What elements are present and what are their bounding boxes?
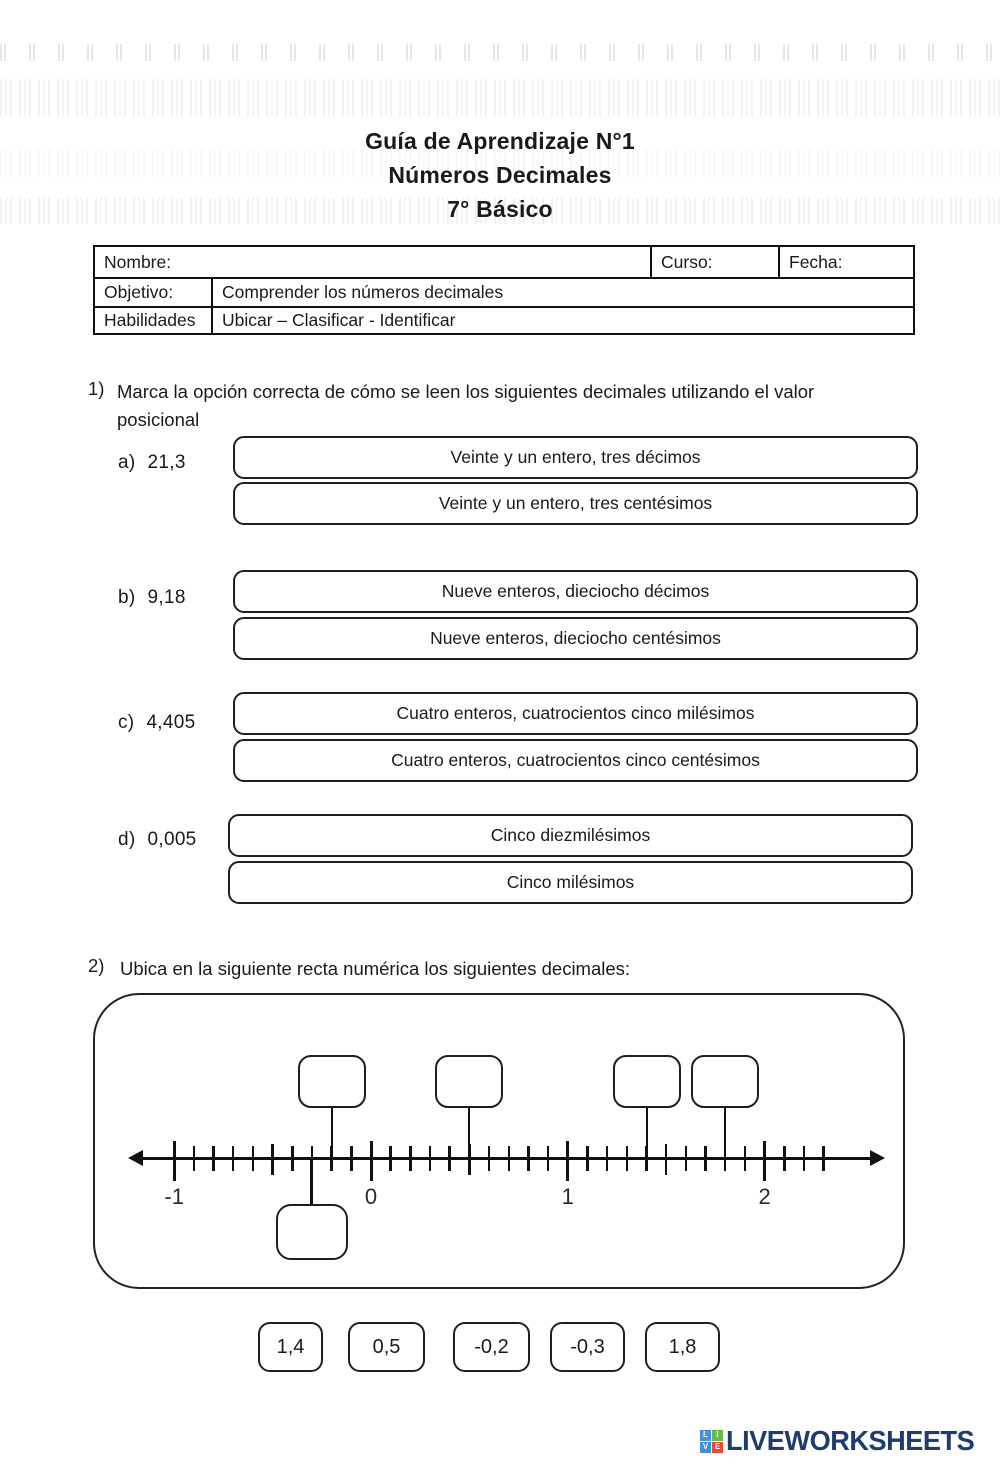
option-button[interactable]: Veinte y un entero, tres décimos bbox=[233, 436, 918, 479]
nombre-cell bbox=[95, 247, 652, 277]
habilidades-value-cell bbox=[213, 308, 913, 333]
fecha-input-area[interactable] bbox=[843, 247, 914, 277]
scan-artifact-band bbox=[0, 44, 1000, 61]
fecha-cell bbox=[780, 247, 913, 277]
logo-letter-square: V bbox=[700, 1442, 711, 1453]
question2-number: 2) bbox=[88, 955, 105, 976]
option-button[interactable]: Cinco diezmilésimos bbox=[228, 814, 913, 857]
curso-cell bbox=[652, 247, 780, 277]
item-b-number: 9,18 bbox=[147, 587, 186, 608]
logo-letter-square: I bbox=[712, 1430, 723, 1441]
drop-box[interactable] bbox=[276, 1204, 348, 1260]
objetivo-value-cell bbox=[213, 279, 913, 306]
option-button[interactable]: Cinco milésimos bbox=[228, 861, 913, 904]
item-b-label bbox=[118, 587, 186, 609]
item-c-label bbox=[118, 712, 195, 734]
objetivo-value: Comprender los números decimales bbox=[222, 282, 504, 302]
liveworksheets-logo bbox=[700, 1425, 982, 1457]
habilidades-value: Ubicar – Clasificar - Identificar bbox=[222, 310, 456, 330]
habilidades-label-cell bbox=[95, 308, 213, 333]
decimal-chip[interactable]: -0,2 bbox=[453, 1322, 530, 1372]
liveworksheets-wordmark: LIVEWORKSHEETS bbox=[726, 1425, 975, 1456]
objetivo-label: Objetivo: bbox=[104, 282, 174, 302]
axis-label: 2 bbox=[758, 1184, 771, 1209]
nombre-input-area[interactable] bbox=[171, 247, 650, 277]
item-d-letter: d) bbox=[118, 829, 136, 850]
decimal-chip[interactable]: 1,4 bbox=[258, 1322, 323, 1372]
option-button[interactable]: Veinte y un entero, tres centésimos bbox=[233, 482, 918, 525]
option-button[interactable]: Nueve enteros, dieciocho centésimos bbox=[233, 617, 918, 660]
question2-prompt: Ubica en la siguiente recta numérica los siguientes decimales: bbox=[120, 958, 631, 979]
habilidades-label: Habilidades bbox=[104, 310, 196, 330]
option-button[interactable]: Nueve enteros, dieciocho décimos bbox=[233, 570, 918, 613]
title-line-3: 7° Básico bbox=[447, 196, 553, 222]
objetivo-label-cell bbox=[95, 279, 213, 306]
nombre-label: Nombre: bbox=[104, 251, 172, 272]
option-button[interactable]: Cuatro enteros, cuatrocientos cinco milésimos bbox=[233, 692, 918, 735]
item-d-label bbox=[118, 829, 197, 851]
drop-box[interactable] bbox=[613, 1055, 681, 1108]
logo-letter-square: L bbox=[700, 1430, 711, 1441]
item-c-number: 4,405 bbox=[146, 712, 196, 733]
axis-label: -1 bbox=[164, 1184, 184, 1209]
title-line-1: Guía de Aprendizaje N°1 bbox=[365, 128, 635, 154]
drop-box[interactable] bbox=[298, 1055, 366, 1108]
decimal-chip[interactable]: 0,5 bbox=[348, 1322, 425, 1372]
scan-artifact-band bbox=[0, 79, 1000, 117]
page-title bbox=[0, 124, 1000, 226]
item-d-number: 0,005 bbox=[147, 829, 197, 850]
option-button[interactable]: Cuatro enteros, cuatrocientos cinco centésimos bbox=[233, 739, 918, 782]
curso-input-area[interactable] bbox=[713, 247, 778, 277]
curso-label: Curso: bbox=[661, 251, 713, 272]
fecha-label: Fecha: bbox=[789, 251, 843, 272]
logo-letter-square: E bbox=[712, 1442, 723, 1453]
decimal-chip[interactable]: -0,3 bbox=[550, 1322, 625, 1372]
question1-prompt bbox=[117, 378, 887, 434]
title-line-2: Números Decimales bbox=[388, 162, 612, 188]
axis-label: 0 bbox=[364, 1184, 378, 1209]
axis-label: 1 bbox=[561, 1184, 574, 1209]
item-a-number: 21,3 bbox=[147, 452, 186, 473]
header-table bbox=[93, 245, 915, 335]
number-line-panel bbox=[93, 993, 905, 1289]
drop-box[interactable] bbox=[435, 1055, 503, 1108]
question1-prompt-line2: posicional bbox=[117, 409, 200, 430]
liveworksheets-icon bbox=[700, 1430, 723, 1453]
drop-box[interactable] bbox=[691, 1055, 759, 1108]
decimal-chip[interactable]: 1,8 bbox=[645, 1322, 720, 1372]
item-a-label bbox=[118, 452, 186, 474]
question1-number: 1) bbox=[88, 378, 105, 399]
item-a-letter: a) bbox=[118, 452, 136, 473]
item-c-letter: c) bbox=[118, 712, 135, 733]
item-b-letter: b) bbox=[118, 587, 136, 608]
question1-prompt-line1: Marca la opción correcta de cómo se leen los siguientes decimales utilizando el valor bbox=[117, 381, 815, 402]
